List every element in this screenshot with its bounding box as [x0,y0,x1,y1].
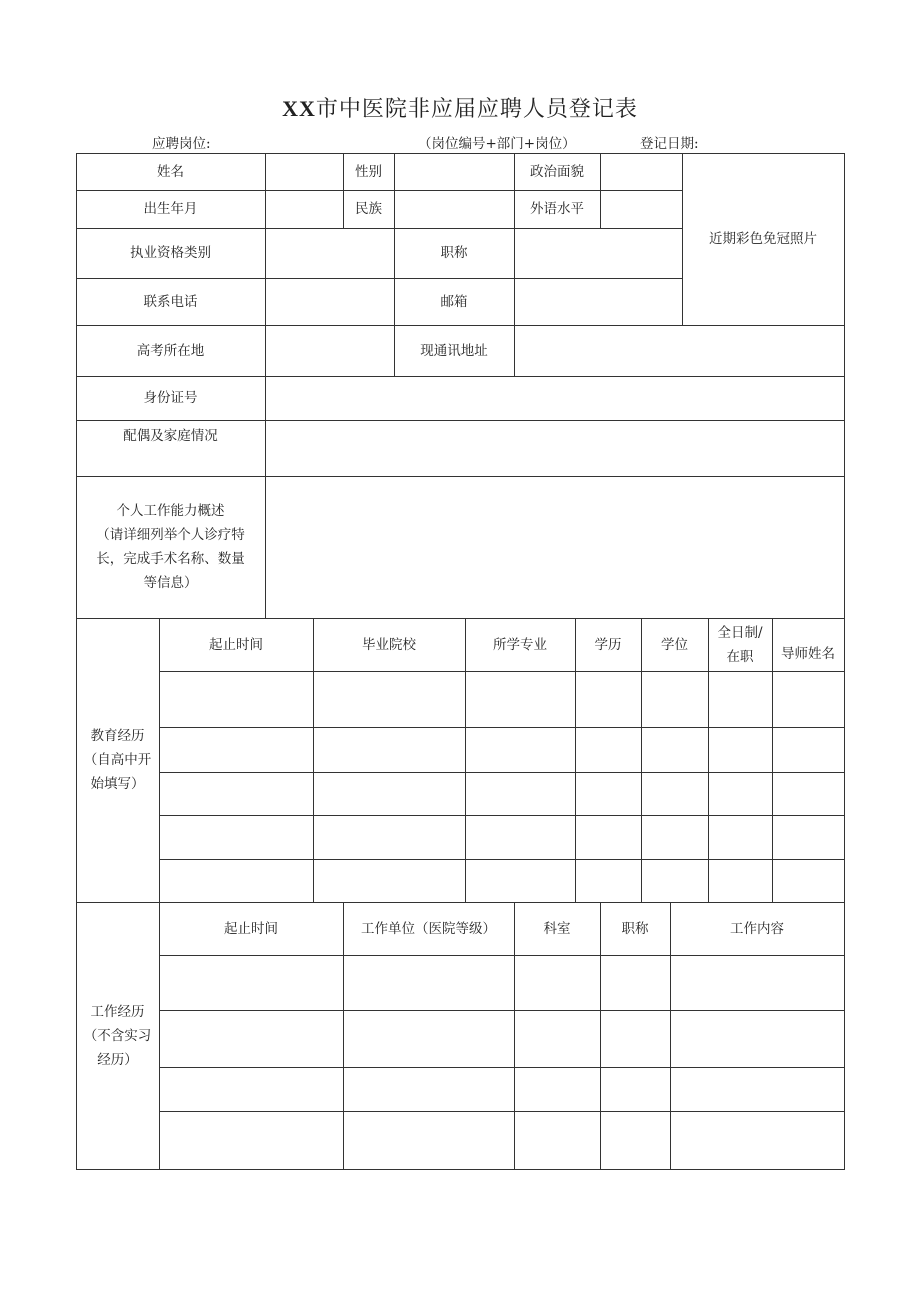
edu-header-period: 起止时间 [209,636,263,653]
address-label: 现通讯地址 [420,342,488,359]
date-label: 登记日期: [640,136,699,152]
political-field[interactable] [600,153,682,190]
ethnicity-label: 民族 [355,201,382,217]
edu-header-degree: 学位 [661,636,688,653]
edu-header-advisor: 导师姓名 [781,645,835,662]
exam-place-label: 高考所在地 [136,342,205,359]
edu-header-school: 毕业院校 [362,636,416,653]
photo-box[interactable]: 近期彩色免冠照片 [709,231,817,247]
title-label: 职称 [440,245,468,261]
work-header-content: 工作内容 [730,920,784,937]
ability-label [76,476,265,618]
work-header-employer: 工作单位（医院等级） [361,920,496,937]
id-number-field[interactable] [265,376,844,420]
address-field[interactable] [514,325,844,376]
id-number-label: 身份证号 [143,390,198,406]
work-header-department: 科室 [543,920,571,937]
edu-header-fulltime: 全日制/在职 [717,624,763,665]
ability-note: （请详细列举个人诊疗特长，完成手术名称、数量等信息） [96,527,245,591]
ability-field[interactable] [265,476,844,618]
email-label: 邮箱 [440,293,468,310]
name-label: 姓名 [157,163,184,180]
position-label: 应聘岗位: [152,136,211,152]
family-label: 配偶及家庭情况 [123,428,218,444]
qualification-label: 执业资格类别 [130,245,211,261]
email-field[interactable] [514,278,682,325]
title-field[interactable] [514,228,682,278]
ability-title: 个人工作能力概述 [116,503,225,519]
education-section-label: 教育经历（自高中开始填写） [83,728,152,792]
foreign-language-field[interactable] [600,190,682,228]
form-title: XX市中医院非应届应聘人员登记表 [282,96,638,122]
birth-label: 出生年月 [143,201,198,217]
exam-place-field[interactable] [265,325,394,376]
position-hint: （岗位编号+部门+岗位） [418,136,576,152]
work-header-period: 起止时间 [224,920,278,937]
foreign-language-label: 外语水平 [530,201,584,217]
ethnicity-field[interactable] [394,190,514,228]
birth-field[interactable] [265,190,343,228]
name-field[interactable] [265,153,343,190]
gender-label: 性别 [355,163,382,180]
edu-header-major: 所学专业 [493,636,547,653]
work-header-title: 职称 [621,920,649,937]
work-section-label: 工作经历（不含实习经历） [83,1003,152,1068]
phone-label: 联系电话 [143,293,198,310]
political-label: 政治面貌 [530,163,584,180]
edu-header-education: 学历 [594,636,622,653]
gender-field[interactable] [394,153,514,190]
phone-field[interactable] [265,278,394,325]
qualification-field[interactable] [265,228,394,278]
family-field[interactable] [265,420,844,476]
registration-form-table [76,153,845,1170]
